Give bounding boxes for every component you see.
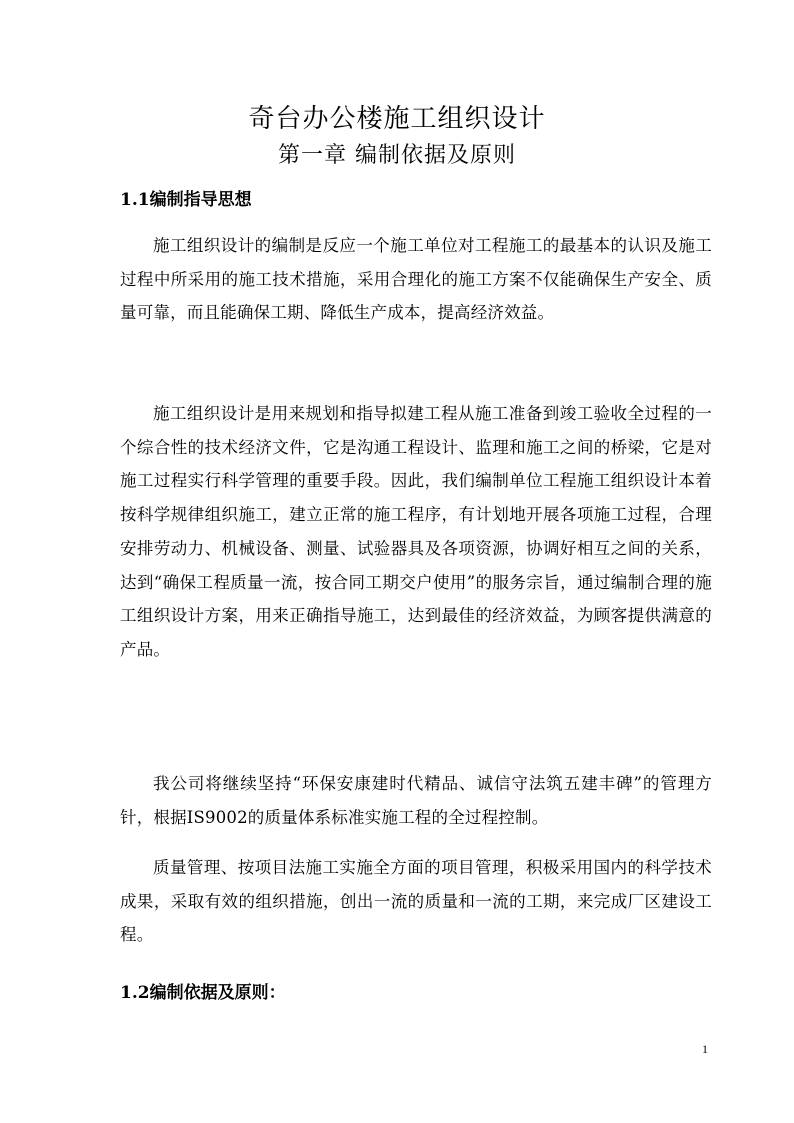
paragraph: 施工组织设计是用来规划和指导拟建工程从施工准备到竣工验收全过程的一个综合性的技术经济文件，它是沟通工程设计、监理和施工之间的桥梁，它是对施工过程实行科学管理的重要手段。因此，我们编制单位工程施工组织设计本着按科学规律组织施工，建立正常的施工程序，有计划地开展各项施工过程，合理安排劳动力、机械设备、测量、试验器具及各项资源，协调好相互之间的关系，达到“确保工程质量一流，按合同工期交户使用”的服务宗旨，通过编制合理的施工组织设计方案，用来正确指导施工，达到最佳的经济效益，为顾客提供满意的产品。 [120, 404, 712, 659]
section-heading-1-2: 1.2编制依据及原则： [120, 983, 286, 1003]
section-heading-1-1: 1.1编制指导思想 [120, 190, 252, 210]
paragraph: 质量管理、按项目法施工实施全方面的项目管理，积极采用国内的科学技术成果，采取有效的组织措施，创出一流的质量和一流的工期，来完成厂区建设工程。 [120, 858, 712, 945]
chapter-heading: 第一章 编制依据及原则 [278, 143, 516, 168]
paragraph: 我公司将继续坚持“环保安康建时代精品、诚信守法筑五建丰碑”的管理方针，根据IS9002的质量体系标准实施工程的全过程控制。 [120, 774, 712, 827]
document-title: 奇台办公楼施工组织设计 [248, 104, 546, 134]
paragraph: 施工组织设计的编制是反应一个施工单位对工程施工的最基本的认识及施工过程中所采用的施工技术措施，采用合理化的施工方案不仅能确保生产安全、质量可靠，而且能确保工期、降低生产成本，提高经济效益。 [120, 236, 712, 323]
page-number: 1 [702, 1042, 708, 1056]
